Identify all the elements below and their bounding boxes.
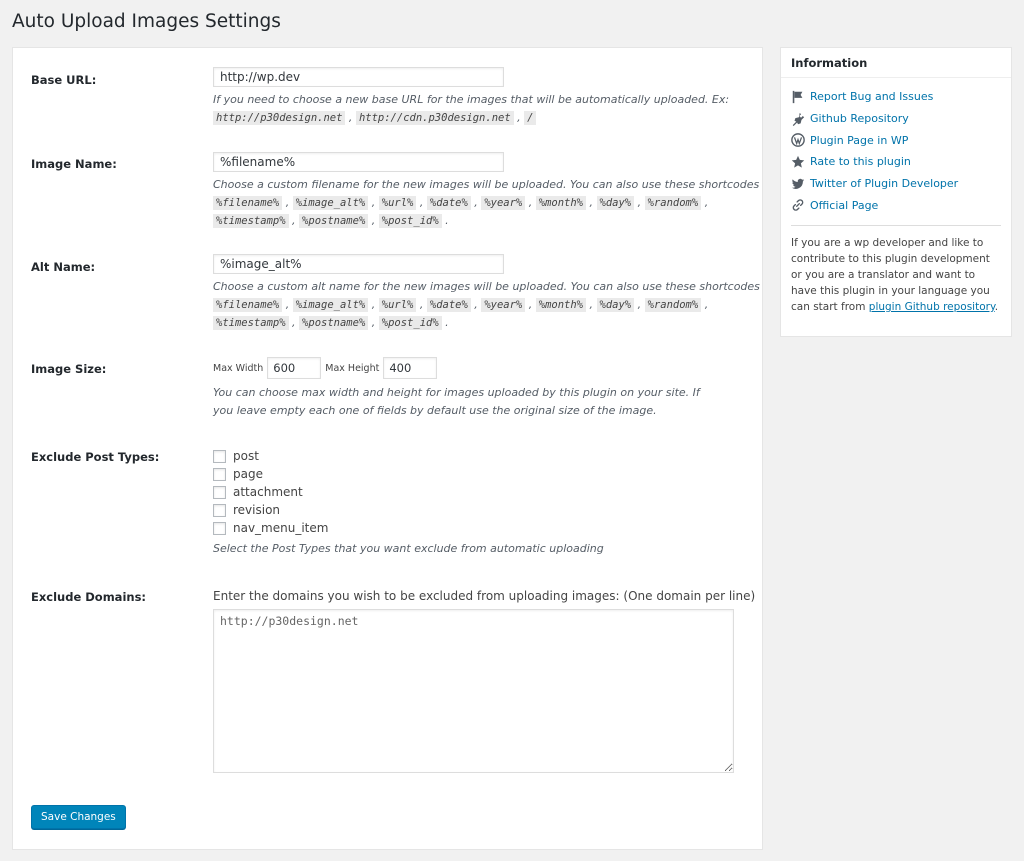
image-name-label: Image Name:	[31, 157, 117, 171]
exclude-post-types-label: Exclude Post Types:	[31, 450, 160, 464]
base-url-input[interactable]	[213, 67, 504, 87]
alt-name-field	[213, 254, 760, 333]
image-size-field	[213, 356, 723, 419]
plugin-page-link[interactable]: Plugin Page in WP	[810, 133, 909, 147]
exclude-domains-label: Exclude Domains:	[31, 590, 147, 604]
post-type-option[interactable]	[213, 519, 733, 537]
shortcode: %timestamp%	[213, 316, 289, 330]
settings-panel	[12, 47, 763, 850]
shortcode: %url%	[379, 298, 417, 312]
shortcode: %postname%	[299, 214, 368, 228]
exclude-domains-textarea[interactable]	[213, 609, 734, 773]
image-name-field	[213, 152, 759, 231]
alt-name-description: Choose a custom alt name for the new images will be uploaded. You can also use these shortcodes %filename% , %image_alt% , %url% , %date% , %year% , %month% , %day% , %random% , %timestamp% , %postname% , %post_id% .	[213, 280, 760, 329]
image-name-input[interactable]	[213, 152, 504, 172]
shortcode: %day%	[597, 298, 635, 312]
exclude-domains-field	[213, 589, 755, 773]
exclude-post-types-description: Select the Post Types that you want exclude from automatic uploading	[213, 542, 604, 555]
max-width-label: Max Width	[213, 362, 264, 374]
shortcode: %random%	[645, 298, 702, 312]
sidebar-link-official-page[interactable]	[791, 194, 1001, 216]
shortcode: %date%	[427, 196, 471, 210]
alt-name-label: Alt Name:	[31, 260, 96, 274]
contribute-text: If you are a wp developer and like to contribute to this plugin development or you are a translator and want to have this plugin in your language you can start from plugin Github repository.	[791, 237, 999, 314]
shortcode: %image_alt%	[293, 196, 369, 210]
base-url-field	[213, 67, 729, 127]
post-type-checkbox[interactable]	[213, 450, 226, 463]
image-size-label: Image Size:	[31, 362, 107, 376]
post-type-checkbox[interactable]	[213, 522, 226, 535]
post-type-checkbox[interactable]	[213, 486, 226, 499]
shortcode: %url%	[379, 196, 417, 210]
post-type-option[interactable]	[213, 501, 733, 519]
shortcode: %random%	[645, 196, 702, 210]
alt-name-input[interactable]	[213, 254, 504, 274]
github-repository-text-link[interactable]: plugin Github repository	[868, 301, 995, 314]
github-repository-link[interactable]: Github Repository	[810, 112, 909, 126]
post-type-option[interactable]	[213, 447, 733, 465]
official-page-link[interactable]: Official Page	[810, 198, 879, 212]
page-title: Auto Upload Images Settings	[12, 11, 281, 32]
base-url-label: Base URL:	[31, 73, 97, 87]
image-size-description: You can choose max width and height for images uploaded by this plugin on your site. If you leave empty each one of fields by default use the original size of the image.	[213, 386, 700, 417]
shortcode: /	[524, 111, 536, 125]
post-type-label: attachment	[233, 485, 303, 499]
information-panel	[780, 47, 1012, 337]
information-links	[781, 78, 1011, 216]
shortcode: %post_id%	[379, 214, 442, 228]
sidebar-link-plugin-page[interactable]	[791, 129, 1001, 151]
exclude-post-types-field	[213, 447, 733, 558]
twitter-icon	[791, 177, 805, 191]
link-icon	[791, 198, 805, 212]
image-size-inputs	[213, 356, 723, 380]
shortcode: http://p30design.net	[213, 111, 345, 125]
shortcode: http://cdn.p30design.net	[356, 111, 514, 125]
shortcode: %day%	[597, 196, 635, 210]
post-type-label: page	[233, 467, 263, 481]
plugin-icon	[791, 112, 805, 126]
exclude-domains-intro: Enter the domains you wish to be excluded from uploading images: (One domain per line)	[213, 589, 756, 603]
max-height-input[interactable]	[383, 357, 437, 379]
twitter-link[interactable]: Twitter of Plugin Developer	[810, 177, 959, 191]
sidebar-link-report-bug[interactable]	[791, 86, 1001, 108]
report-bug-link[interactable]: Report Bug and Issues	[810, 90, 934, 104]
image-name-description: Choose a custom filename for the new images will be uploaded. You can also use these shortcodes %filename% , %image_alt% , %url% , %date% , %year% , %month% , %day% , %random% , %timestamp% , %postname% , %post_id% .	[213, 178, 760, 227]
rate-plugin-link[interactable]: Rate to this plugin	[810, 155, 911, 169]
post-type-checkbox[interactable]	[213, 468, 226, 481]
shortcode: %image_alt%	[293, 298, 369, 312]
post-type-label: post	[233, 449, 259, 463]
shortcode: %month%	[536, 196, 586, 210]
shortcode: %month%	[536, 298, 586, 312]
shortcode: %timestamp%	[213, 214, 289, 228]
post-type-label: nav_menu_item	[233, 521, 329, 535]
sidebar-link-rate[interactable]	[791, 151, 1001, 173]
post-type-checkbox[interactable]	[213, 504, 226, 517]
post-type-option[interactable]	[213, 465, 733, 483]
sidebar-link-twitter[interactable]	[791, 173, 1001, 195]
shortcode: %postname%	[299, 316, 368, 330]
shortcode: %filename%	[213, 196, 282, 210]
sidebar-link-github[interactable]	[791, 108, 1001, 130]
flag-icon	[791, 90, 805, 104]
max-height-label: Max Height	[325, 362, 380, 374]
save-changes-button[interactable]: Save Changes	[31, 805, 126, 829]
shortcode: %post_id%	[379, 316, 442, 330]
information-title: Information	[781, 48, 1011, 78]
shortcode: %year%	[481, 196, 525, 210]
wordpress-icon	[791, 133, 805, 147]
base-url-description: If you need to choose a new base URL for the images that will be automatically uploaded. Ex: http://p30design.net , http://cdn.p30design.net , /	[213, 93, 730, 124]
shortcode: %year%	[481, 298, 525, 312]
post-type-option[interactable]	[213, 483, 733, 501]
shortcode: %filename%	[213, 298, 282, 312]
shortcode: %date%	[427, 298, 471, 312]
post-type-label: revision	[233, 503, 281, 517]
max-width-input[interactable]	[267, 357, 321, 379]
star-icon	[791, 155, 805, 169]
